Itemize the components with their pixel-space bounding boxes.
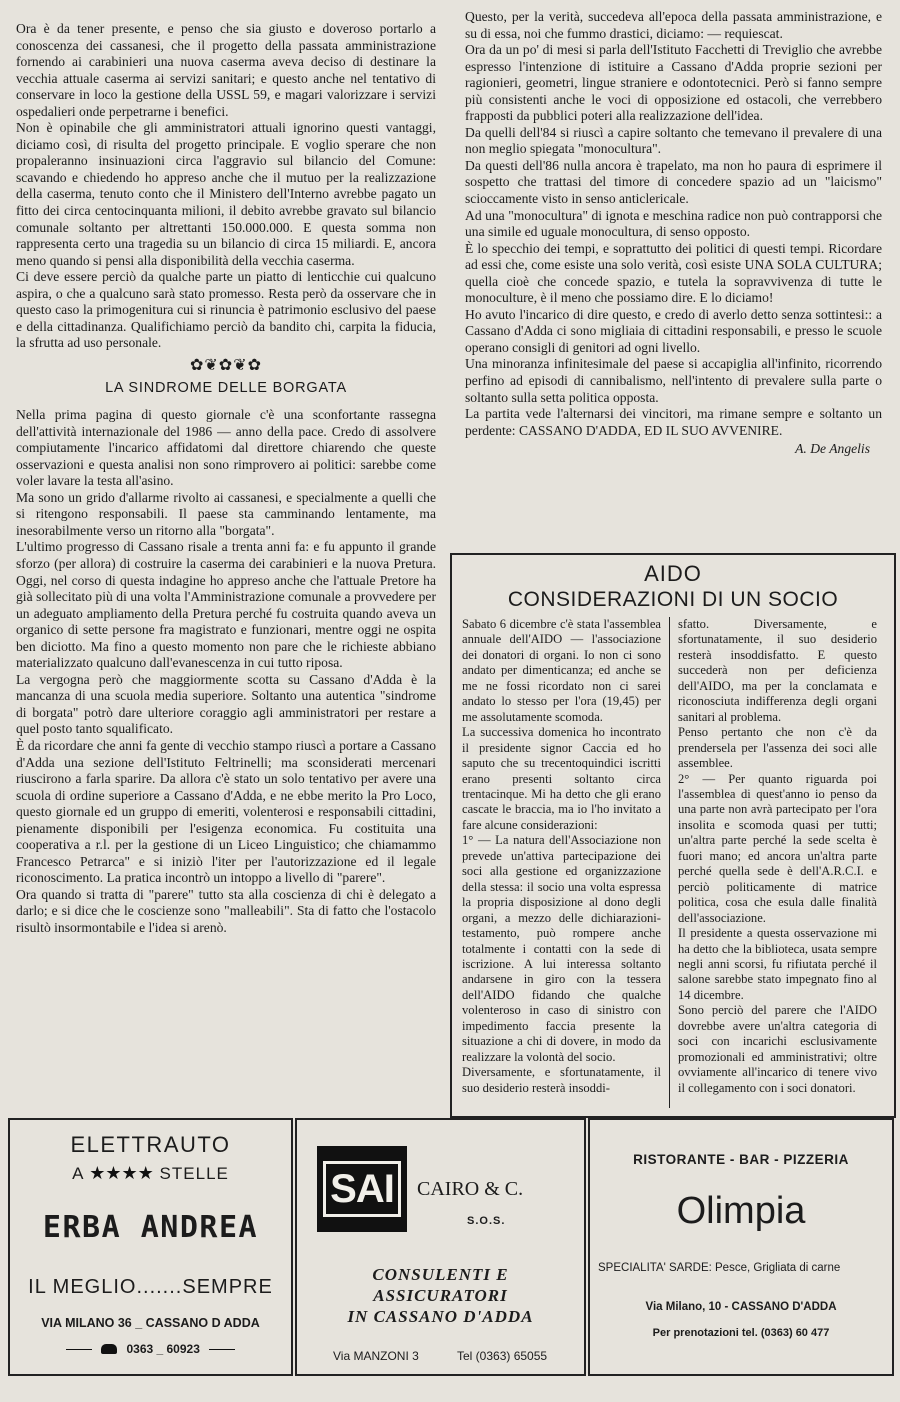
right-paragraph: Una minoranza infinitesimale del paese si accapiglia all'infinito, ricorrendo perfino ad episodi di cannibalismo, nell'intento di prevalere sulla parte o soltanto sulla setta politica opposta. <box>465 356 882 405</box>
author-signature: A. De Angelis <box>795 441 870 457</box>
ad-olimpia-address: Via Milano, 10 - CASSANO D'ADDA <box>645 1301 837 1313</box>
ad-elettrauto-slogan: IL MEGLIO.......SEMPRE <box>28 1276 273 1298</box>
left-article-text <box>16 21 436 937</box>
telephone-icon <box>101 1344 117 1354</box>
ad-elettrauto-address: VIA MILANO 36 _ CASSANO D ADDA <box>41 1316 260 1330</box>
section-paragraph: L'ultimo progresso di Cassano risale a trenta anni fa: e fu appunto il grande sforzo (per allora) di costruire la caserma dei carabinieri e la nuova Pretura. Oggi, nel corso di questa indagine ho appreso anche che l'attuale Pretore ha già sollecitato più di una volta l'Amministrazione comunale a provvedere per un adeguato ampliamento della Pretura perché fu costruita quando aveva un organico di sette persone fra magistrato e funzionari, mentre oggi ne ospita ben diciotto. Ma fino a questo momento non pare che le richieste abbiano materializzato qualcuno dall'evanescenza in cui tutto riposa. <box>16 539 436 671</box>
ad-olimpia-booking: Per prenotazioni tel. (0363) 60 477 <box>652 1327 830 1339</box>
aido-paragraph: Sabato 6 dicembre c'è stata l'assemblea annuale dell'AIDO — l'associazione dei donatori di organi. Io non ci sono andato per dimenticanza; ed anche se me ne fossi ricordato non ci sarei andato lo stesso per l'ora (19,45) per me assolutamente scomoda. <box>462 617 661 724</box>
right-article-column <box>452 6 895 553</box>
star-rating-icons: ★★★★ <box>89 1163 154 1183</box>
section-title: LA SINDROME DELLE BORGATA <box>105 380 347 397</box>
section-paragraph: È da ricordare che anni fa gente di vecchio stampo riuscì a portare a Cassano d'Adda una sezione dell'Istituto Feltrinelli; ma sconsiderati mercenari riuscirono a farla sparire. Da allora c'è stato un solo tentativo per avere una scuola di ordine superiore a Cassano d'Adda, e ne ebbe merito la Pro Loco, questo giornale ed un gruppo di emeriti, volenterosi e responsabili cittadini, pienamente disponibili per l'esigenza economica. Fu costituita una cooperativa a r.l. per la gestione di un Liceo Linguistico; che chiamammo Francesco Petrarca" e si iniziò l'iter per l'autorizzazione ed il legale riconoscimento. La pratica incontrò un intoppo a livello di "parere". <box>16 737 436 886</box>
decorative-line <box>66 1349 92 1350</box>
aido-article-box <box>450 553 896 1118</box>
ad-sai-phone: Tel (0363) 65055 <box>457 1349 548 1363</box>
left-paragraph: Ora è da tener presente, e penso che sia giusto e doveroso portarlo a conoscenza dei cassanesi, che il progetto della passata amministrazione fornendo ai carabinieri una nuova caserma aveva deciso di destinare la vecchia attuale caserma ai servizi sanitari; e questo anche nel tentativo di conservare in loco la gestione della USSL 59, e magari valorizzare i servizi ospedalieri onde perpetrarne i benefici. <box>16 21 436 119</box>
right-article-text <box>465 9 882 458</box>
right-paragraph: Ad una "monocultura" di ignota e meschina radice non può contrapporsi che una simile ed uguale monocultura, di senso opposto. <box>465 207 882 240</box>
ad-sai-address: Via MANZONI 3 <box>333 1349 419 1363</box>
aido-paragraph: Sono perciò del parere che l'AIDO dovrebbe avere un'altra categoria di soci con incarichi esclusivamente promozionali ed amministrativi; oltre ovviamente all'incarico di tenere vivo il collegamento con i soci donatori. <box>678 1003 877 1095</box>
right-paragraph: Da questi dell'86 nulla ancora è trapelato, ma non ho paura di esprimere il sospetto che trattasi del timore di concedere spazio ad un "laicismo" scioccamente visto in senso anticlericale. <box>465 157 882 207</box>
ad-sai-claim: ASSICURATORI <box>373 1286 508 1305</box>
ad-sai-name: CAIRO & C. <box>417 1178 524 1200</box>
section-paragraph: Nella prima pagina di questo giornale c'è una sconfortante rassegna dell'attività internazionale del 1986 — anno della pace. Credo di assolvere compiutamente l'incarico affidatomi dal direttore chiarendo che queste osservazioni e questa analisi non sono rimprovero ai politici: sarebbe come voler lavare la testa all'asino. <box>16 407 436 489</box>
ad-olimpia <box>588 1118 894 1376</box>
aido-title: AIDO <box>644 561 702 586</box>
aido-paragraph: Diversamente, e sfortunatamente, il suo desiderio resterà insoddi- <box>462 1065 661 1095</box>
ad-sai-sub: S.O.S. <box>467 1215 506 1227</box>
right-paragraph: La partita vede l'alternarsi dei vincitori, ma rimane sempre e soltanto un perdente: CASSANO D'ADDA, ED IL SUO AVVENIRE. <box>465 406 882 438</box>
aido-paragraph: 1° — La natura dell'Associazione non prevede un'attiva partecipazione dei soci alla gestione ed organizzazione della stessa: il socio una volta espressa la propria disposizione al dono degli organi, a mezzo delle dichiarazioni-testamento, può rompere anche totalmente i contatti con la sede di iscrizione. A lui interessa soltanto andarsene in giro con la tessera dell'AIDO fidando che qualche volenteroso in caso di sinistro con impedimento faccia presente la situazione a chi di dovere, in modo da realizzare la volontà del socio. <box>462 833 661 1064</box>
section-paragraph: La vergogna però che maggiormente scotta su Cassano d'Adda è la mancanza di una scuola media superiore. Soltanto una autentica "sindrome di borgata" potrò dare ulteriore coraggio agli amministratori per restare a quel posto tanto squalificato. <box>16 671 436 737</box>
left-paragraph: Non è opinabile che gli amministratori attuali ignorino questi vantaggi, diciamo così, di risulta del progetto principale. E voglio sperare che non propaleranno insinuazioni circa l'aggravio sul bilancio del Comune: scavando e chiedendo ho appreso anche che il mutuo per la realizzazione della caserma, tenuto conto che il Ministero dell'Interno avrebbe pagato un fitto dei circa centocinquanta milioni, il debito avrebbe gravato sul bilancio comunale soltanto per altrettanti 150.000.000. E questa somma non rappresenta certo una tragedia su un bilancio di circa 15 miliardi. E, ancora meno quando si pensi alla disponibilità della vecchia caserma. <box>16 120 436 268</box>
ad-elettrauto-phone: 0363 _ 60923 <box>126 1342 200 1356</box>
right-paragraph: È lo specchio dei tempi, e soprattutto dei politici di questi tempi. Ricordare ad essi che, come esiste una solo verità, così esiste UNA SOLA CULTURA; quella cioè che concede spazio, e tutela la sopravvivenza di tutte le monoculture, è il meno che possiamo dire. E lo diciamo! <box>465 240 882 306</box>
ad-elettrauto-prefix: A <box>72 1164 84 1183</box>
aido-columns <box>462 617 886 1108</box>
ad-olimpia-name: Olimpia <box>676 1190 806 1232</box>
ad-olimpia-heading: RISTORANTE - BAR - PIZZERIA <box>633 1152 849 1167</box>
ad-elettrauto-heading: ELETTRAUTO <box>70 1132 231 1157</box>
section-paragraph: Ma sono un grido d'allarme rivolto ai cassanesi, e specialmente a quelli che si ritengono responsabili. Il paese sta camminando lentamente, ma inesorabilmente verso un ritorno alla "borgata". <box>16 489 436 538</box>
left-paragraph: Ci deve essere perciò da qualche parte un piatto di lenticchie cui qualcuno aspira, o che a qualcuno sarà stato promesso. Resta però da osservare che in questo caso la primogenitura cui si rinuncia è patrimonio esclusivo del paese e della cittadinanza. Qualifichiamo perciò da bandito chi, carpita la fiducia, la sfrutta ad uso personale. <box>16 269 436 351</box>
ornament-divider: ✿❦✿❦✿ <box>189 356 263 374</box>
aido-subtitle: CONSIDERAZIONI DI UN SOCIO <box>507 588 839 611</box>
right-paragraph: Ho avuto l'incarico di dire questo, e credo di averlo detto senza sottintesi:: a Cassano d'Adda ci sono migliaia di cittadini responsabili, e presso le scuole operano consigli di genitori ad ogni livello. <box>465 306 882 355</box>
right-paragraph: Questo, per la verità, succedeva all'epoca della passata amministrazione, e su di essa, noi che fummo drastici, diciamo: — requiescat. <box>465 9 882 41</box>
aido-column-1 <box>462 617 670 1108</box>
aido-paragraph: sfatto. Diversamente, e sfortunatamente, il suo desiderio resterà insoddisfatto. E questo succederà non per deficienza dell'AIDO, ma per la conclamata e riconosciuta indifferenza degli organi sanitari al problema. <box>678 617 877 724</box>
aido-header <box>452 561 894 613</box>
ad-olimpia-specialities: SPECIALITA' SARDE: Pesce, Grigliata di carne <box>598 1262 841 1274</box>
aido-paragraph: Penso pertanto che non c'è da prendersela per l'assenza dei soci alle assemblee. <box>678 725 877 771</box>
aido-paragraph: 2° — Per quanto riguarda poi l'assemblea di quest'anno io penso da una parte non avrà partecipato per l'ora insolita e scomoda quasi per tutti; un'altra parte perché la sede scelta è fuori mano; ed ancora un'altra parte perché quella sede è dell'A.R.C.I. e perciò politicamente di matrice politica, cosa che esula dalle finalità dell'associazione. <box>678 771 877 925</box>
sai-logo-text: SAI <box>323 1161 401 1217</box>
section-paragraph: Ora quando si tratta di "parere" tutto sta alla coscienza di chi è delegato a darlo; e si dice che le coscienze sono "malleabili". Sta di fatto che l'ostacolo risultò insormontabile e l'idea si arenò. <box>16 886 436 935</box>
ad-elettrauto-name: ERBA ANDREA <box>42 1210 259 1245</box>
sai-logo <box>317 1146 407 1232</box>
ad-sai <box>295 1118 586 1376</box>
aido-paragraph: La successiva domenica ho incontrato il presidente signor Caccia ed ho saputo che su trecentoquindici iscritti erano presenti soltanto circa trentacinque. Mi ha detto che gli erano cascate le braccia, ma io l'ho invitato a fare alcune considerazioni: <box>462 725 661 832</box>
ad-elettrauto-suffix: STELLE <box>159 1164 229 1183</box>
ad-elettrauto <box>8 1118 293 1376</box>
ad-elettrauto-stars-line <box>10 1163 291 1184</box>
ad-elettrauto-phone-line <box>10 1342 291 1356</box>
ad-sai-claim: CONSULENTI E <box>372 1265 509 1284</box>
ad-sai-claim: IN CASSANO D'ADDA <box>347 1307 534 1326</box>
aido-paragraph: Il presidente a questa osservazione mi ha detto che la biblioteca, usata sempre negli anni scorsi, fu rifiutata perché il salone sarebbe stato impegnato fino al 14 dicembre. <box>678 926 877 1002</box>
right-paragraph: Ora da un po' di mesi si parla dell'Istituto Facchetti di Treviglio che avrebbe espresso l'intenzione di istituire a Cassano d'Adda proprie sezioni per ragionieri, geometri, lingue straniere e odontotecnici. Però si fanno sempre più consistenti anche le voci di opposizione ed ostacoli, che verrebbero frapposti da pubblici poteri alla realizzazione dell'idea. <box>465 42 882 124</box>
right-paragraph: Da quelli dell'84 si riuscì a capire soltanto che temevano il prevalere di una non meglio spiegata "monocultura". <box>465 124 882 157</box>
aido-column-2 <box>678 617 877 1108</box>
decorative-line <box>209 1349 235 1350</box>
